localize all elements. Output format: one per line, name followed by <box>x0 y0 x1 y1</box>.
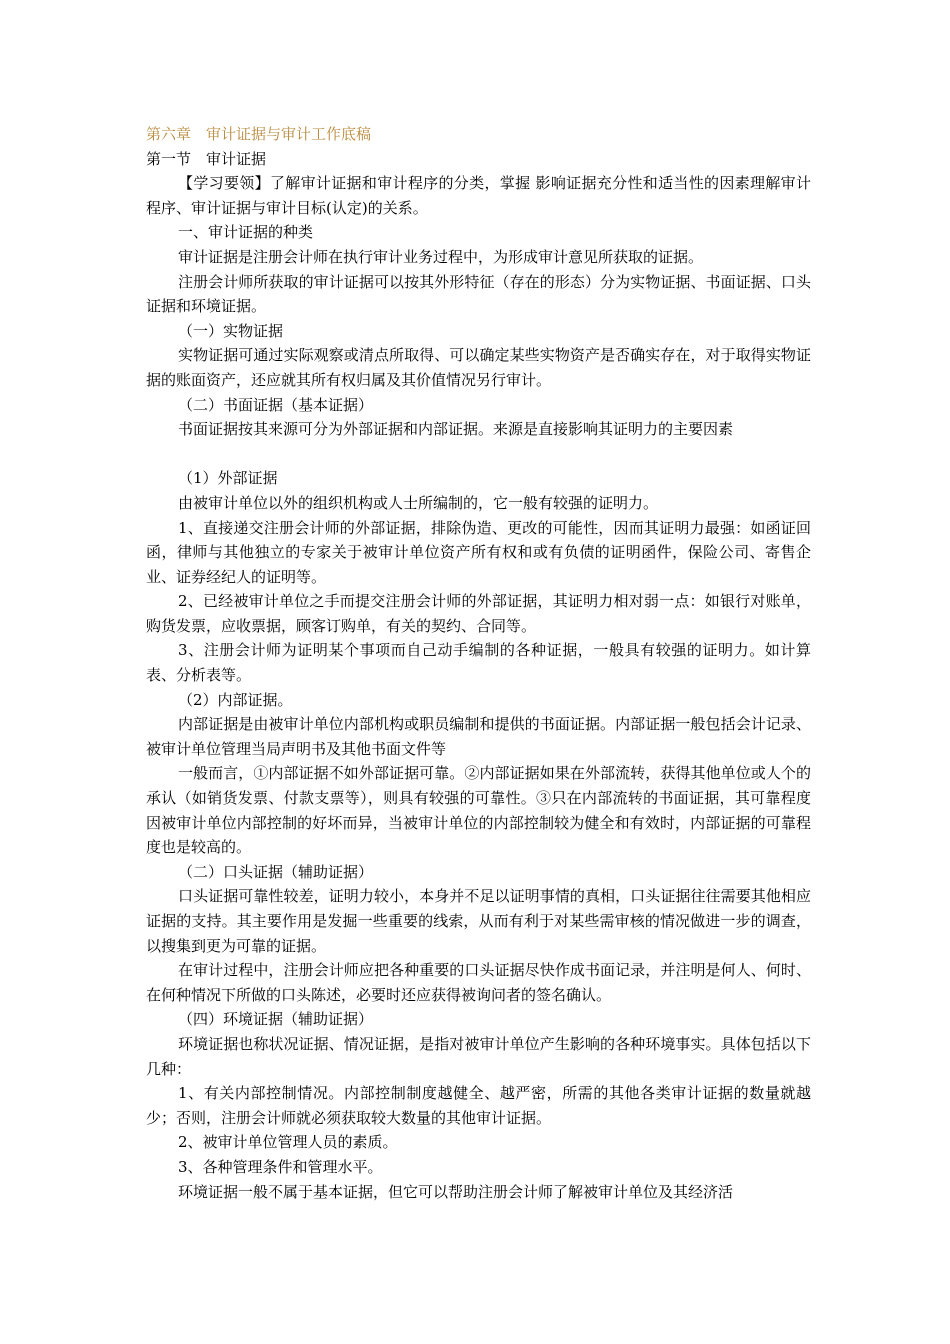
paragraph: （四）环境证据（辅助证据） <box>178 1010 374 1029</box>
paragraph: （二）书面证据（基本证据） <box>178 395 374 414</box>
paragraph: 一般而言，①内部证据不如外部证据可靠。②内部证据如果在外部流转，获得其他单位或人个的承认（如销货发票、付款支票等），则具有较强的可靠性。③只在内部流转的书面证据，其可靠程度因被审计单位内部控制的好坏而异，当被审计单位的内部控制较为健全和有效时，内部证据的可靠程度也是较高的。 <box>146 764 811 857</box>
paragraph: （一）实物证据 <box>178 321 284 340</box>
paragraph: 1、有关内部控制情况。内部控制制度越健全、越严密，所需的其他各类审计证据的数量就越少；否则，注册会计师就必须获取较大数量的其他审计证据。 <box>146 1084 811 1127</box>
paragraph: 注册会计师所获取的审计证据可以按其外形特征（存在的形态）分为实物证据、书面证据、口头证据和环境证据。 <box>146 272 811 316</box>
paragraph: 【学习要领】了解审计证据和审计程序的分类，掌握 影响证据充分性和适当性的因素理解审计程序、审计证据与审计目标(认定)的关系。 <box>146 174 811 217</box>
paragraph: （2）内部证据。 <box>178 690 293 709</box>
paragraph: 1、直接递交注册会计师的外部证据，排除伪造、更改的可能性，因而其证明力最强：如函证回函，律师与其他独立的专家关于被审计单位资产所有权和或有负债的证明函件，保险公司、寄售企业、证券经纪人的证明等。 <box>146 518 811 586</box>
paragraph: 一、审计证据的种类 <box>178 223 314 242</box>
paragraph: （二）口头证据（辅助证据） <box>178 862 374 881</box>
paragraph: 3、各种管理条件和管理水平。 <box>178 1157 383 1176</box>
paragraph: 实物证据可通过实际观察或清点所取得、可以确定某些实物资产是否确实存在，对于取得实物证据的账面资产，还应就其所有权归属及其价值情况另行审计。 <box>146 346 811 389</box>
paragraph: 书面证据按其来源可分为外部证据和内部证据。来源是直接影响其证明力的主要因素 <box>178 420 734 439</box>
paragraph: 由被审计单位以外的组织机构或人士所编制的，它一般有较强的证明力。 <box>178 493 659 512</box>
paragraph: 3、注册会计师为证明某个事项而自己动手编制的各种证据，一般具有较强的证明力。如计算表、分析表等。 <box>146 641 811 685</box>
paragraph: 2、已经被审计单位之手而提交注册会计师的外部证据，其证明力相对弱一点：如银行对账单，购货发票，应收票据，顾客订购单，有关的契约、合同等。 <box>146 592 811 635</box>
paragraph: 审计证据是注册会计师在执行审计业务过程中，为形成审计意见所获取的证据。 <box>178 247 704 266</box>
paragraph: 口头证据可靠性较差，证明力较小，本身并不足以证明事情的真相，口头证据往往需要其他相应证据的支持。其主要作用是发掘一些重要的线索，从而有利于对某些需审核的情况做进一步的调查，以搜集到更为可靠的证据。 <box>146 887 811 955</box>
paragraph: 在审计过程中，注册会计师应把各种重要的口头证据尽快作成书面记录，并注明是何人、何时、在何种情况下所做的口头陈述，必要时还应获得被询问者的签名确认。 <box>146 961 811 1004</box>
chapter-title: 第六章 审计证据与审计工作底稿 <box>146 125 372 143</box>
paragraph: 2、被审计单位管理人员的素质。 <box>178 1133 398 1152</box>
paragraph: （1）外部证据 <box>178 469 278 488</box>
blank-line <box>146 442 811 467</box>
paragraph-list <box>146 171 811 1204</box>
paragraph: 环境证据一般不属于基本证据，但它可以帮助注册会计师了解被审计单位及其经济活 <box>178 1182 734 1201</box>
section-title: 第一节 审计证据 <box>146 149 267 168</box>
document-body <box>146 122 811 1204</box>
paragraph: 内部证据是由被审计单位内部机构或职员编制和提供的书面证据。内部证据一般包括会计记录、被审计单位管理当局声明书及其他书面文件等 <box>146 715 811 758</box>
paragraph: 环境证据也称状况证据、情况证据，是指对被审计单位产生影响的各种环境事实。具体包括以下几种： <box>146 1034 811 1078</box>
